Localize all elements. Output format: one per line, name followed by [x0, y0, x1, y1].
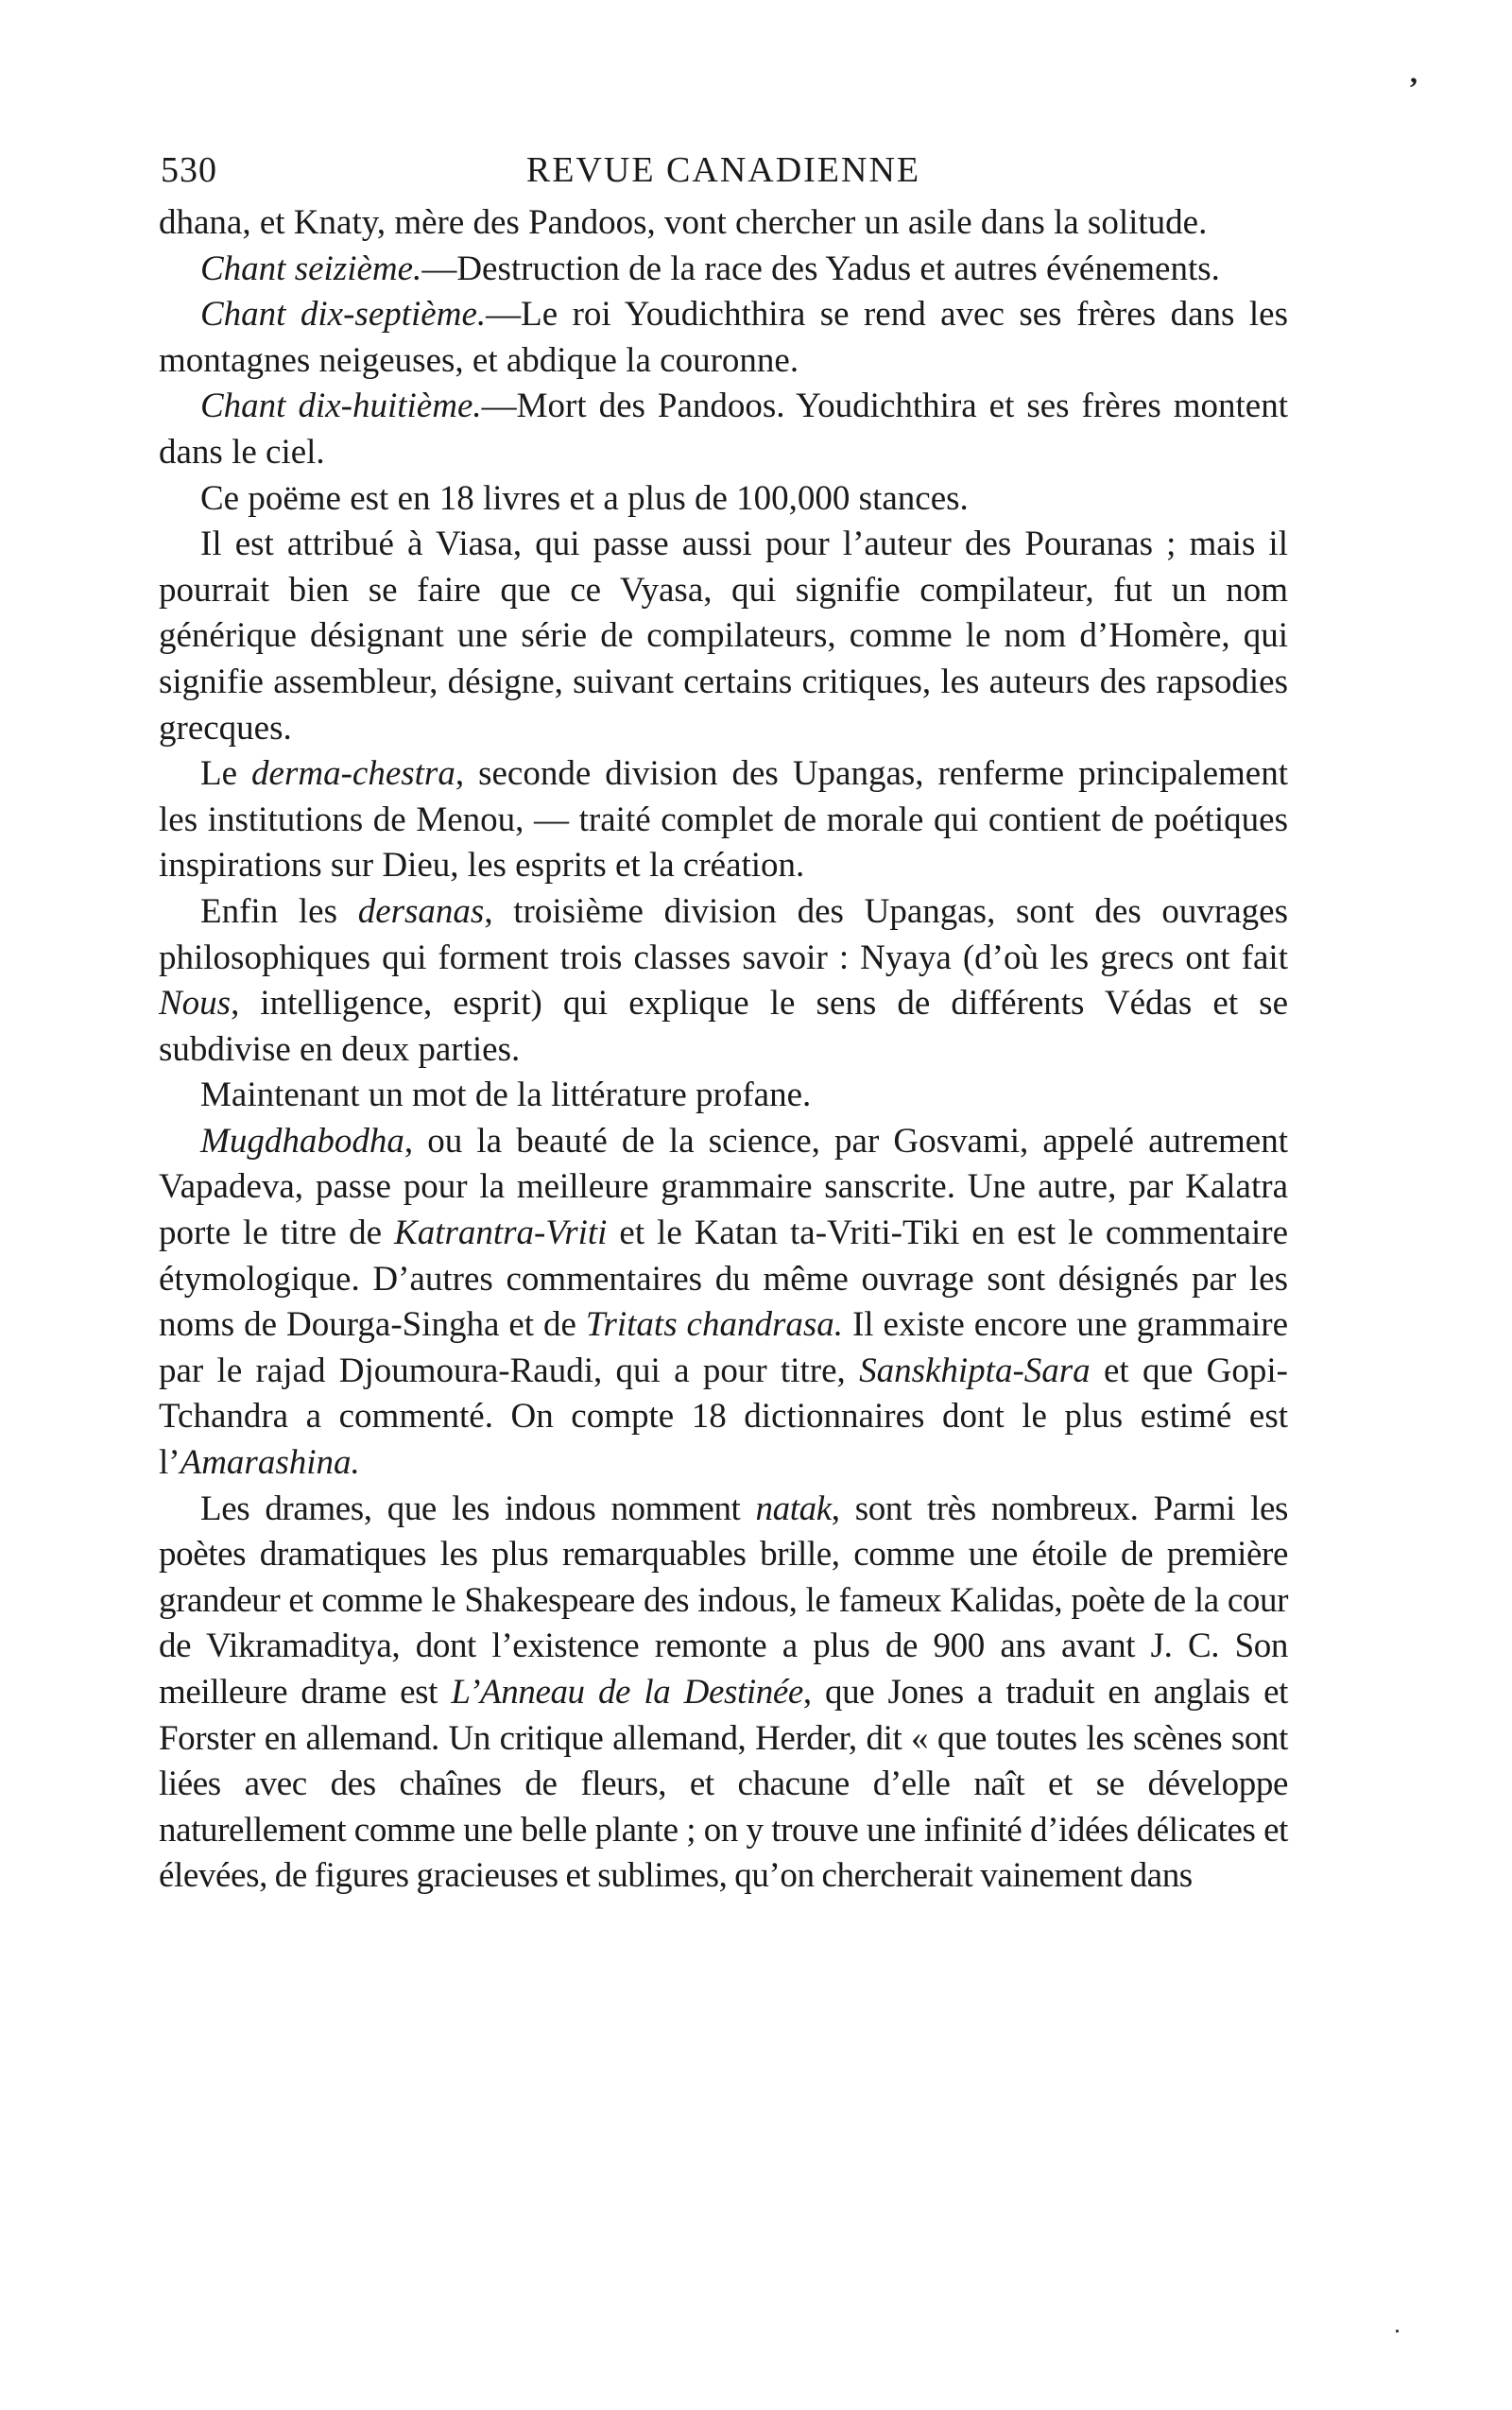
- paragraph: [159, 476, 1288, 523]
- text-run: Maintenant un mot de la littérature profane.: [200, 1076, 812, 1115]
- book-page: [159, 142, 1288, 1900]
- text-run: , seconde division des Upangas, renferme principalement les institutions de Menou, — traité complet de morale qui contient de poétiques inspirations sur Dieu, les esprits et la création.: [159, 754, 1288, 886]
- text-run: , troisième division des Upangas, sont des ouvrages philosophiques qui forment trois classes savoir : Nyaya (d’où les grecs ont fait: [159, 891, 1288, 977]
- text-run: Le: [200, 754, 252, 794]
- italic-text-run: Amarashina.: [180, 1443, 360, 1483]
- italic-text-run: Chant seizième.: [200, 249, 422, 288]
- text-run: Il est attribué à Viasa, qui passe aussi pour l’auteur des Pouranas ; mais il pourrait bien se faire que ce Vyasa, qui signifie compilateur, fut un nom générique désignant une série de compilateurs, comme le nom d’Homère, qui signifie assembleur, désigne, suivant certains critiques, les auteurs des rapsodies grecques.: [159, 525, 1288, 748]
- paragraph: [159, 1487, 1288, 1900]
- italic-text-run: Tritats chandrasa.: [585, 1305, 844, 1345]
- text-run: —Mort des Pandoos. Youdichthira et ses frères montent dans le ciel.: [159, 387, 1288, 472]
- text-run: et que Gopi-Tchandra a commenté. On compte 18 dictionnaires dont le plus estimé est l’: [159, 1351, 1288, 1483]
- paragraph: [159, 247, 1288, 293]
- paragraph: [159, 1073, 1288, 1119]
- text-run: , que Jones a traduit en anglais et Forster en allemand. Un critique allemand, Herder, dit « que toutes les scènes sont liées avec des chaînes de fleurs, et chacune d’elle naît et se développe naturellement comme une belle plante ; on y trouve une infinité d’idées délicates et élevées, de figures gracieuses et sublimes, qu’on chercherait vainement dans: [159, 1673, 1288, 1896]
- italic-text-run: Mugdhabodha: [200, 1121, 404, 1161]
- italic-text-run: Nous: [159, 984, 232, 1024]
- running-title: REVUE CANADIENNE: [525, 150, 921, 190]
- text-run: , ou la beauté de la science, par Gosvami, appelé autrement Vapadeva, passe pour la meilleure grammaire sanscrite. Une autre, par Kalatra porte le titre de: [159, 1121, 1288, 1253]
- text-run: —Le roi Youdichthira se rend avec ses frères dans les montagnes neigeuses, et abdique la couronne.: [159, 295, 1288, 380]
- text-run: , intelligence, esprit) qui explique le sens de différents Védas et se subdivise en deux parties.: [159, 984, 1288, 1069]
- paragraph: [159, 889, 1288, 1073]
- italic-text-run: Sanskhipta-Sara: [859, 1351, 1091, 1390]
- text-run: et le Katan ta-Vriti-Tiki en est le commentaire étymologique. D’autres commentaires du même ouvrage sont désignés par les noms de Dourga-Singha et de: [159, 1214, 1288, 1345]
- text-run: dhana, et Knaty, mère des Pandoos, vont chercher un asile dans la solitude.: [159, 203, 1208, 242]
- paragraph: [159, 200, 1288, 247]
- paragraph: [159, 292, 1288, 384]
- italic-text-run: Chant dix-huitième.: [200, 387, 482, 426]
- running-header: [159, 142, 1288, 198]
- paragraph: [159, 522, 1288, 751]
- paragraph: [159, 384, 1288, 475]
- italic-text-run: Katrantra-Vriti: [394, 1214, 608, 1253]
- text-run: , sont très nombreux. Parmi les poètes dramatiques les plus remarquables brille, comme une étoile de première grandeur et comme le Shakespeare des indous, le fameux Kalidas, poète de la cour de Vikramaditya, dont l’existence remonte a plus de 900 ans avant J. C. Son meilleure drame est: [159, 1489, 1288, 1712]
- italic-text-run: L’Anneau de la Destinée: [451, 1673, 803, 1712]
- paragraph: [159, 751, 1288, 889]
- italic-text-run: Chant dix-septième.: [200, 295, 487, 335]
- text-run: —Destruction de la race des Yadus et autres événements.: [421, 249, 1220, 288]
- italic-text-run: derma-chestra: [251, 754, 455, 794]
- margin-speck: [1396, 2330, 1399, 2333]
- text-run: Ce poëme est en 18 livres et a plus de 100,000 stances.: [200, 478, 969, 518]
- text-run: Les drames, que les indous nomment: [200, 1489, 756, 1528]
- italic-text-run: natak: [755, 1489, 832, 1528]
- paragraph: [159, 1119, 1288, 1487]
- italic-text-run: dersanas: [357, 891, 485, 931]
- text-run: Enfin les: [200, 891, 358, 931]
- body-text: [159, 200, 1288, 1900]
- page-number: 530: [161, 150, 217, 190]
- text-run: Il existe encore une grammaire par le rajad Djoumoura-Raudi, qui a pour titre,: [159, 1305, 1288, 1390]
- stray-comma-mark: ,: [1410, 55, 1418, 89]
